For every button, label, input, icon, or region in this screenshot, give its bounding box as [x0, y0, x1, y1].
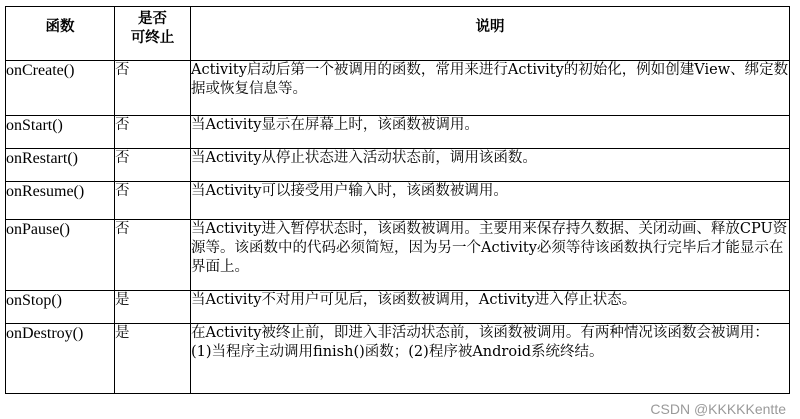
table-row	[6, 220, 790, 291]
function-name: onPause()	[6, 220, 115, 291]
function-name: onDestroy()	[6, 324, 115, 394]
function-name: onCreate()	[6, 61, 115, 116]
description: 当Activity从停止状态进入活动状态前，调用该函数。	[191, 149, 790, 182]
terminable-value: 是	[115, 291, 191, 324]
table-row	[6, 324, 790, 394]
terminable-value: 是	[115, 324, 191, 394]
terminable-value: 否	[115, 182, 191, 220]
terminable-value: 否	[115, 116, 191, 149]
description: 当Activity进入暂停状态时，该函数被调用。主要用来保存持久数据、关闭动画、释放CPU资源等。该函数中的代码必须简短，因为另一个Activity必须等待该函数执行完毕后才能显示在界面上。	[191, 220, 790, 291]
description: 当Activity可以接受用户输入时，该函数被调用。	[191, 182, 790, 220]
table-header-row	[6, 7, 790, 61]
table-row	[6, 116, 790, 149]
terminable-value: 否	[115, 220, 191, 291]
terminable-value: 否	[115, 149, 191, 182]
function-name: onRestart()	[6, 149, 115, 182]
header-terminable: 是否 可终止	[115, 7, 191, 61]
table-row	[6, 61, 790, 116]
description: 在Activity被终止前，即进入非活动状态前，该函数被调用。有两种情况该函数会被调用：(1)当程序主动调用finish()函数；(2)程序被Android系统终结。	[191, 324, 790, 394]
description: Activity启动后第一个被调用的函数，常用来进行Activity的初始化，例如创建View、绑定数据或恢复信息等。	[191, 61, 790, 116]
csdn-watermark: CSDN @KKKKKentte	[650, 401, 786, 417]
table-row	[6, 291, 790, 324]
function-name: onStart()	[6, 116, 115, 149]
function-name: onStop()	[6, 291, 115, 324]
header-function: 函数	[6, 7, 115, 61]
header-description: 说明	[191, 7, 790, 61]
description: 当Activity不对用户可见后，该函数被调用，Activity进入停止状态。	[191, 291, 790, 324]
table-row	[6, 149, 790, 182]
terminable-value: 否	[115, 61, 191, 116]
lifecycle-table	[5, 6, 790, 394]
table-row	[6, 182, 790, 220]
function-name: onResume()	[6, 182, 115, 220]
description: 当Activity显示在屏幕上时，该函数被调用。	[191, 116, 790, 149]
